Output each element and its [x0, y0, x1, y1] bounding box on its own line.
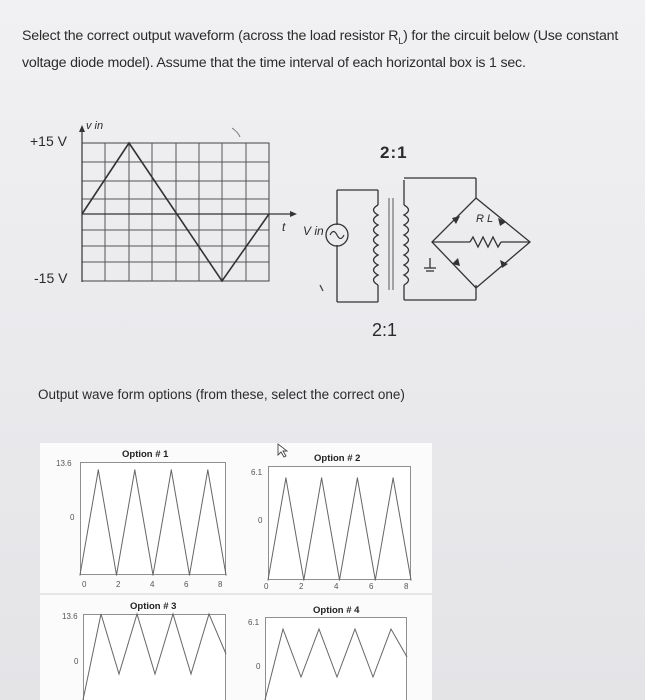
t-axis-label: t	[282, 220, 286, 234]
waveform-line	[80, 470, 226, 575]
option-3-waveform	[83, 614, 226, 700]
option-1-xtick: 4	[150, 580, 155, 589]
pencil-mark	[320, 285, 323, 291]
waveform-point	[116, 574, 117, 575]
vin-source-label: V in	[303, 224, 324, 238]
option-2-xtick: 8	[404, 582, 409, 591]
waveform-point	[375, 579, 376, 580]
option-4-waveform	[265, 617, 407, 700]
waveform-point	[207, 469, 208, 470]
options-heading: Output wave form options (from these, select the correct one)	[38, 387, 405, 402]
waveform-point	[189, 574, 190, 575]
option-2-xtick: 6	[369, 582, 374, 591]
question-line1-start: Select the correct output waveform (across the load resistor R	[22, 28, 399, 44]
waveform-point	[98, 469, 99, 470]
minus-15v-label: -15 V	[34, 270, 68, 286]
option-1-yzero: 0	[70, 513, 75, 522]
option-2-title: Option # 2	[314, 453, 361, 464]
mouse-cursor-icon	[277, 443, 289, 459]
option-1-xtick: 8	[218, 580, 223, 589]
option-2-yzero: 0	[258, 516, 263, 525]
waveform-point	[152, 574, 153, 575]
option-3-ymax: 13.6	[62, 612, 78, 621]
ratio-label: 2:1	[372, 320, 398, 340]
waveform-point	[79, 574, 80, 575]
question-line1-end: ) for the circuit below (Use constant	[403, 28, 619, 44]
option-1-waveform	[80, 462, 226, 575]
sine-glyph-icon	[330, 232, 344, 239]
option-4-ymax: 6.1	[248, 618, 260, 627]
resistor-label: R L	[476, 213, 494, 225]
option-2-xtick: 4	[334, 582, 339, 591]
waveform-point	[134, 469, 135, 470]
option-3-yzero: 0	[74, 657, 79, 666]
option-3-title: Option # 3	[130, 601, 177, 612]
waveform-point	[267, 579, 268, 580]
waveform-point	[171, 469, 172, 470]
vin-axis-label: v in	[86, 120, 104, 132]
option-4-yzero: 0	[256, 662, 261, 671]
option-2-waveform	[268, 466, 411, 580]
option-1-title: Option # 1	[122, 449, 169, 460]
waveform-point	[285, 477, 286, 478]
plus-15v-label: +15 V	[30, 133, 67, 149]
waveform-point	[339, 579, 340, 580]
option-1-xtick: 0	[82, 580, 87, 589]
question-line2: voltage diode model). Assume that the time interval of each horizontal box is 1 sec.	[22, 54, 526, 71]
waveform-line	[268, 478, 411, 580]
question-subscript: L	[398, 35, 404, 46]
option-2-xtick: 2	[299, 582, 304, 591]
ratio-handwritten: 2:1	[380, 143, 408, 162]
option-2-xtick: 0	[264, 582, 269, 591]
waveform-point	[225, 574, 226, 575]
waveform-point	[321, 477, 322, 478]
waveform-point	[410, 579, 411, 580]
waveform-point	[393, 477, 394, 478]
option-4-title: Option # 4	[313, 605, 360, 616]
option-1-ymax: 13.6	[56, 459, 72, 468]
option-1-xtick: 6	[184, 580, 189, 589]
option-2-ymax: 6.1	[251, 468, 263, 477]
option-1-xtick: 2	[116, 580, 121, 589]
waveform-point	[357, 477, 358, 478]
waveform-point	[303, 579, 304, 580]
